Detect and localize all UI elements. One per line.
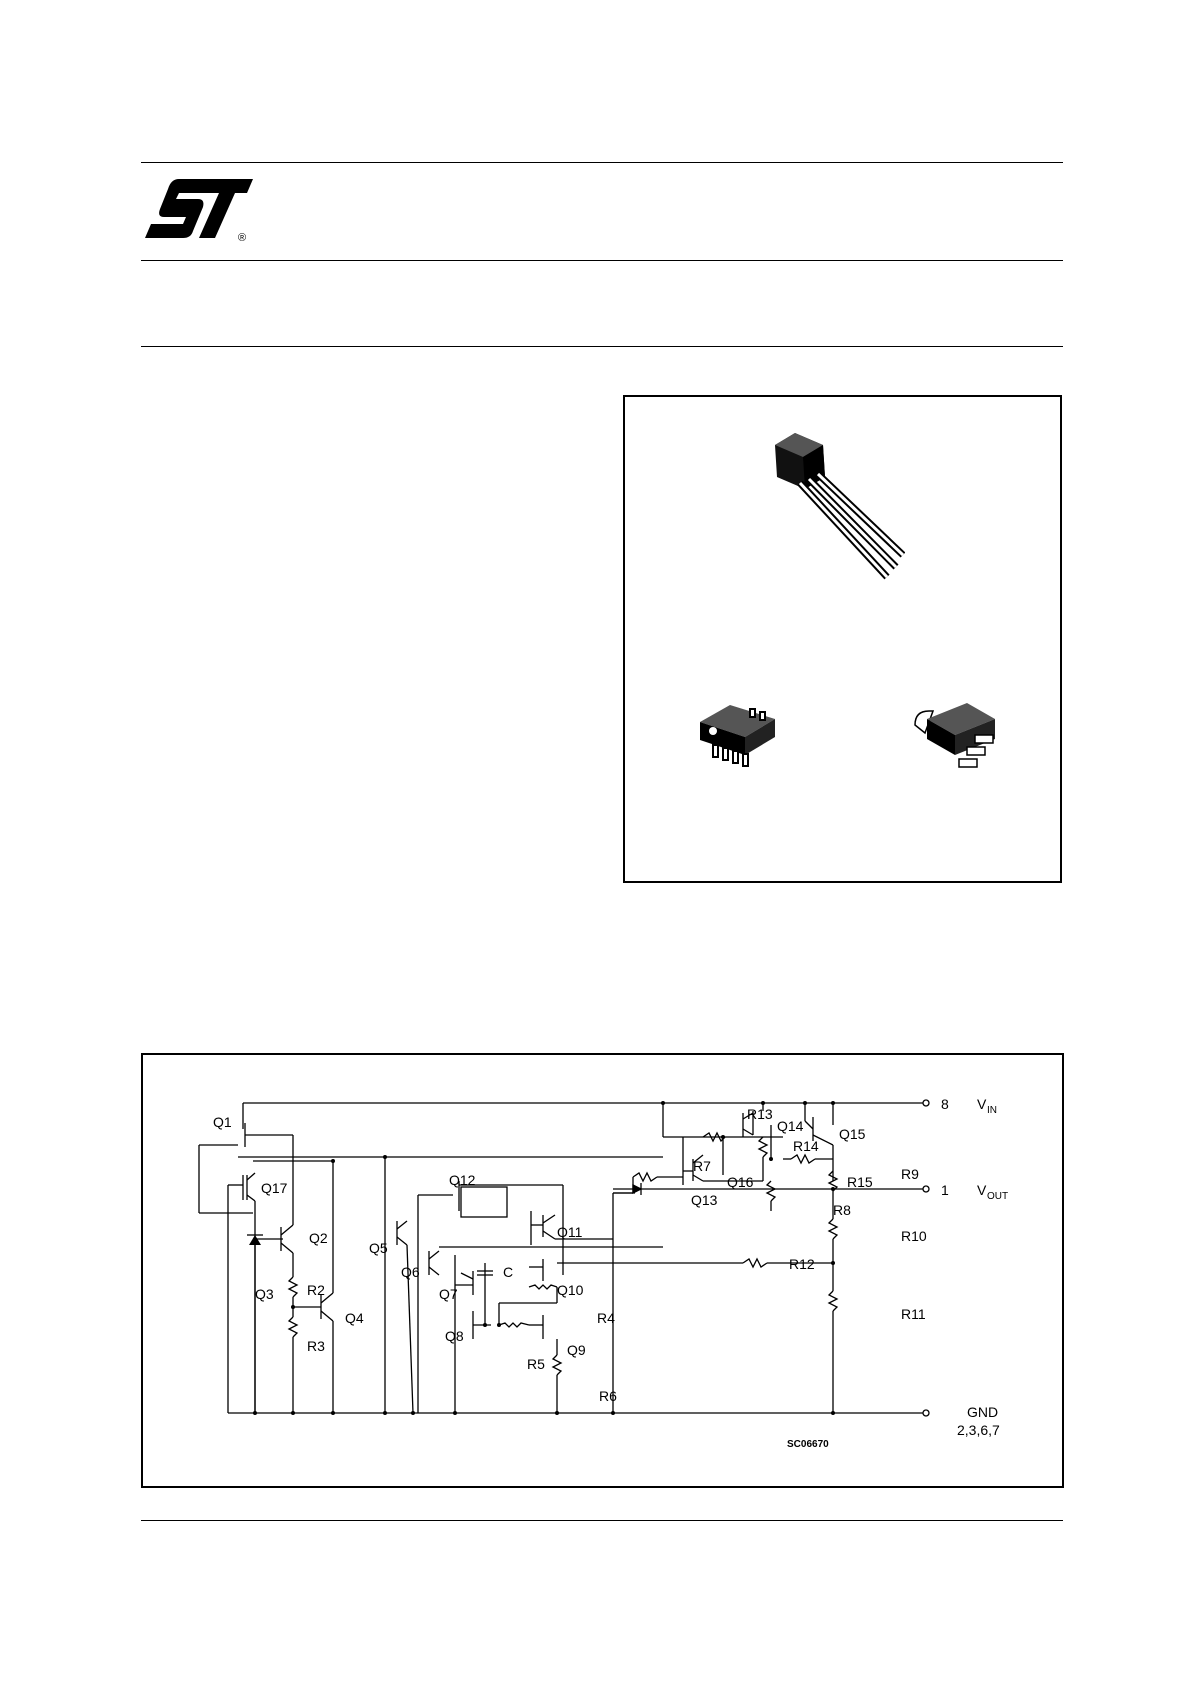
schematic-diagram — [143, 1055, 1066, 1490]
label-capacitor: C — [503, 1264, 514, 1280]
label-r11: R11 — [901, 1306, 926, 1322]
label-r9: R9 — [901, 1166, 919, 1182]
label-r4: R4 — [597, 1310, 615, 1326]
label-r2: R2 — [307, 1282, 325, 1298]
label-q5: Q5 — [369, 1240, 388, 1256]
label-q16: Q16 — [727, 1174, 754, 1190]
registered-mark: ® — [238, 232, 247, 244]
label-r7: R7 — [693, 1158, 711, 1174]
label-r10: R10 — [901, 1228, 927, 1244]
label-q10: Q10 — [557, 1282, 584, 1298]
label-q6: Q6 — [401, 1264, 420, 1280]
label-q11: Q11 — [557, 1224, 583, 1240]
vout-label-subscript: OUT — [987, 1191, 1009, 1202]
vout-label: V — [977, 1182, 987, 1198]
sot-89-package-image — [905, 697, 1015, 777]
header-bottom-rule — [141, 346, 1063, 347]
drawing-code: SC06670 — [787, 1439, 829, 1450]
label-r15: R15 — [847, 1174, 873, 1190]
header-middle-rule — [141, 260, 1063, 261]
label-q2: Q2 — [309, 1230, 328, 1246]
vin-label: V — [977, 1096, 987, 1112]
label-q4: Q4 — [345, 1310, 364, 1326]
package-image-frame — [623, 395, 1062, 883]
label-r8: R8 — [833, 1202, 851, 1218]
gnd-label: GND — [967, 1404, 999, 1420]
label-r6: R6 — [599, 1388, 617, 1404]
label-r13: R13 — [747, 1106, 773, 1122]
label-r5: R5 — [527, 1356, 545, 1372]
label-q7: Q7 — [439, 1286, 458, 1302]
footer-rule — [141, 1520, 1063, 1521]
label-q3: Q3 — [255, 1286, 274, 1302]
label-q14: Q14 — [777, 1118, 804, 1134]
schematic-diagram-frame — [141, 1053, 1064, 1488]
so-8-package-image — [695, 697, 785, 777]
gnd-pin-numbers: 2,3,6,7 — [957, 1422, 1000, 1438]
label-q13: Q13 — [691, 1192, 718, 1208]
label-r14: R14 — [793, 1138, 819, 1154]
vin-label-subscript: IN — [987, 1105, 997, 1116]
label-q15: Q15 — [839, 1126, 866, 1142]
vin-pin-number: 8 — [941, 1096, 949, 1112]
to-92-package-image — [765, 427, 905, 587]
label-q12: Q12 — [449, 1172, 476, 1188]
label-q8: Q8 — [445, 1328, 464, 1344]
label-r12: R12 — [789, 1256, 815, 1272]
label-q9: Q9 — [567, 1342, 586, 1358]
label-r3: R3 — [307, 1338, 325, 1354]
vout-pin-number: 1 — [941, 1182, 949, 1198]
header-top-rule — [141, 162, 1063, 163]
label-q1: Q1 — [213, 1114, 232, 1130]
label-q17: Q17 — [261, 1180, 288, 1196]
